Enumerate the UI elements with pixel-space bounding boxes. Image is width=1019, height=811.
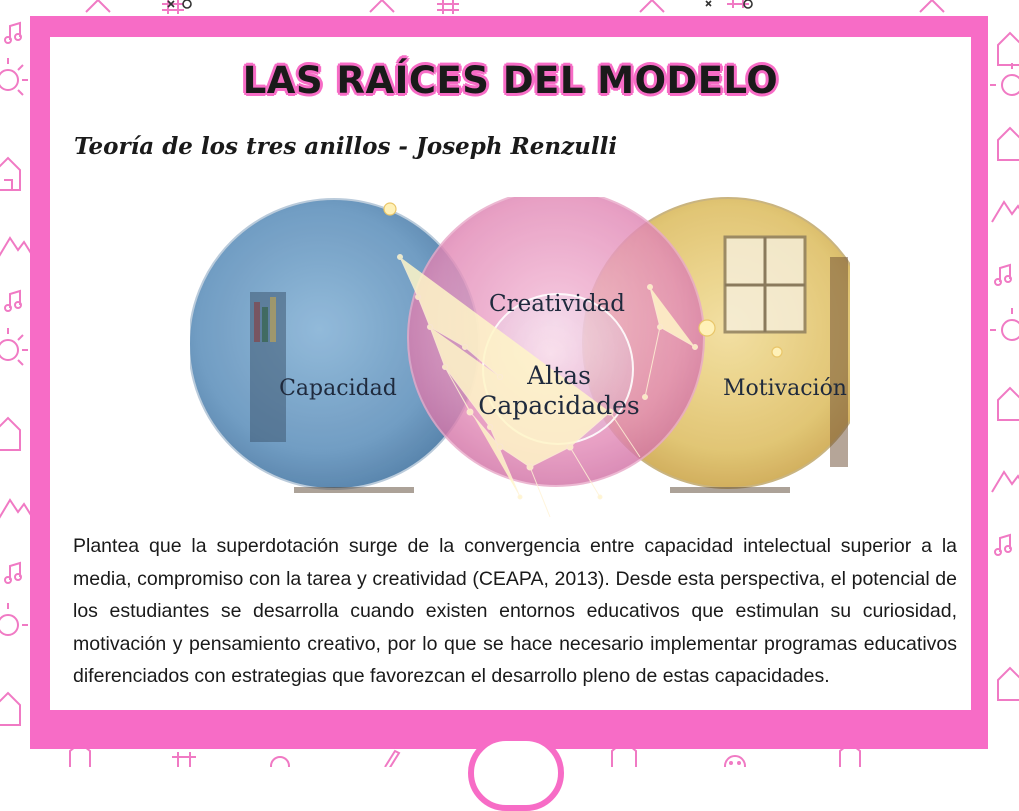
motivation-label: Motivación [723, 376, 847, 401]
sun-icon [0, 603, 28, 635]
center-label-line2: Capacidades [478, 391, 640, 420]
three-rings-venn-diagram [190, 197, 850, 532]
music-note-icon [995, 265, 1011, 285]
music-note-icon [5, 291, 21, 311]
description-paragraph: Plantea que la superdotación surge de la convergencia entre capacidad intelectual superior a la media, compromiso con la tarea y creatividad (CEAPA, 2013). Desde esta perspectiva, el potencial de los estudiantes se desarrolla cuando existen entornos educativos que estimulan su curiosidad, motivación y pensamiento creativo, por lo que se hace necesario implementar programas educativos diferenciados con estrategias que favorezcan el desarrollo pleno de estas capacidades. [73, 535, 957, 687]
tic-tac-toe-icon [172, 752, 196, 767]
creativity-label: Creatividad [488, 291, 626, 317]
music-note-icon [5, 23, 21, 43]
house-icon [640, 0, 664, 12]
page-title: LAS RAÍCES DEL MODELO [242, 59, 779, 102]
page-subtitle: Teoría de los tres anillos - Joseph Renzulli [74, 133, 618, 160]
bottom-tab-decoration [468, 735, 564, 811]
sun-icon [0, 328, 28, 365]
sun-icon [990, 63, 1019, 95]
house-icon [86, 0, 110, 12]
sun-icon [0, 58, 28, 95]
house-icon [998, 668, 1019, 700]
house-icon [920, 0, 944, 12]
mountain-icon [992, 472, 1019, 492]
sun-icon [990, 308, 1019, 340]
house-icon [998, 388, 1019, 420]
house-icon [998, 33, 1019, 65]
pencil-icon [385, 751, 399, 767]
tic-tac-toe-icon [437, 0, 459, 14]
house-icon [998, 128, 1019, 160]
center-label-line1: Altas [527, 361, 591, 390]
mountain-icon [0, 238, 34, 258]
slide-card [50, 37, 971, 710]
music-note-icon [5, 563, 21, 583]
house-icon [0, 693, 20, 725]
capacity-label: Capacidad [279, 376, 397, 401]
house-icon [0, 418, 20, 450]
house-icon [370, 0, 394, 12]
music-note-icon [995, 535, 1011, 555]
house-icon [0, 158, 20, 190]
smiley-icon [725, 756, 745, 767]
mountain-icon [992, 202, 1019, 222]
sun-icon [271, 757, 289, 767]
mountain-icon [0, 500, 34, 520]
